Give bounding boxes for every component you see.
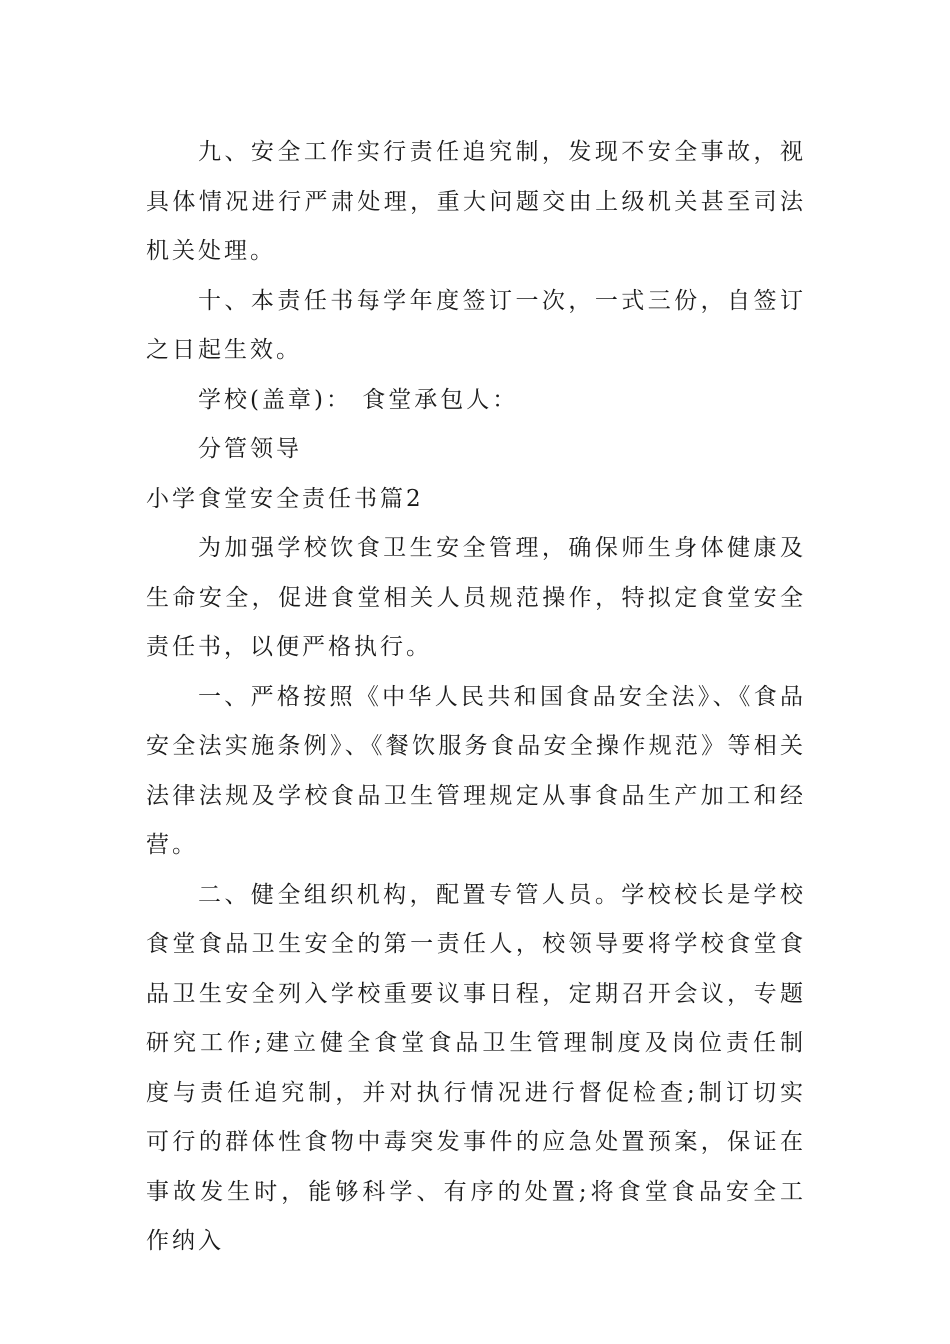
paragraph-item-10: 十、本责任书每学年度签订一次，一式三份，自签订之日起生效。 xyxy=(146,287,806,363)
signature-line-leader: 分管领导 xyxy=(198,436,302,462)
paragraph-intro: 为加强学校饮食卫生安全管理，确保师生身体健康及生命安全，促进食堂相关人员规范操作，特拟定食堂安全责任书，以便严格执行。 xyxy=(146,535,806,660)
section-heading: 小学食堂安全责任书篇2 xyxy=(146,485,424,512)
paragraph-item-2: 二、健全组织机构，配置专管人员。学校校长是学校食堂食品卫生安全的第一责任人，校领导要将学校食堂食品卫生安全列入学校重要议事日程，定期召开会议，专题研究工作;建立健全食堂食品卫生管理制度及岗位责任制度与责任追究制，并对执行情况进行督促检查;制订切实可行的群体性食物中毒突发事件的应急处置预案，保证在事故发生时，能够科学、有序的处置;将食堂食品安全工作纳入 xyxy=(146,881,806,1254)
paragraph-item-1: 一、严格按照《中华人民共和国食品安全法》、《食品安全法实施条例》、《餐饮服务食品安全操作规范》等相关法律法规及学校食品卫生管理规定从事食品生产加工和经营。 xyxy=(146,683,806,858)
signature-line-school: 学校(盖章)： 食堂承包人： xyxy=(198,386,519,413)
paragraph-item-9: 九、安全工作实行责任追究制，发现不安全事故，视具体情况进行严肃处理，重大问题交由上级机关甚至司法机关处理。 xyxy=(146,139,806,264)
document-page xyxy=(146,128,806,1267)
